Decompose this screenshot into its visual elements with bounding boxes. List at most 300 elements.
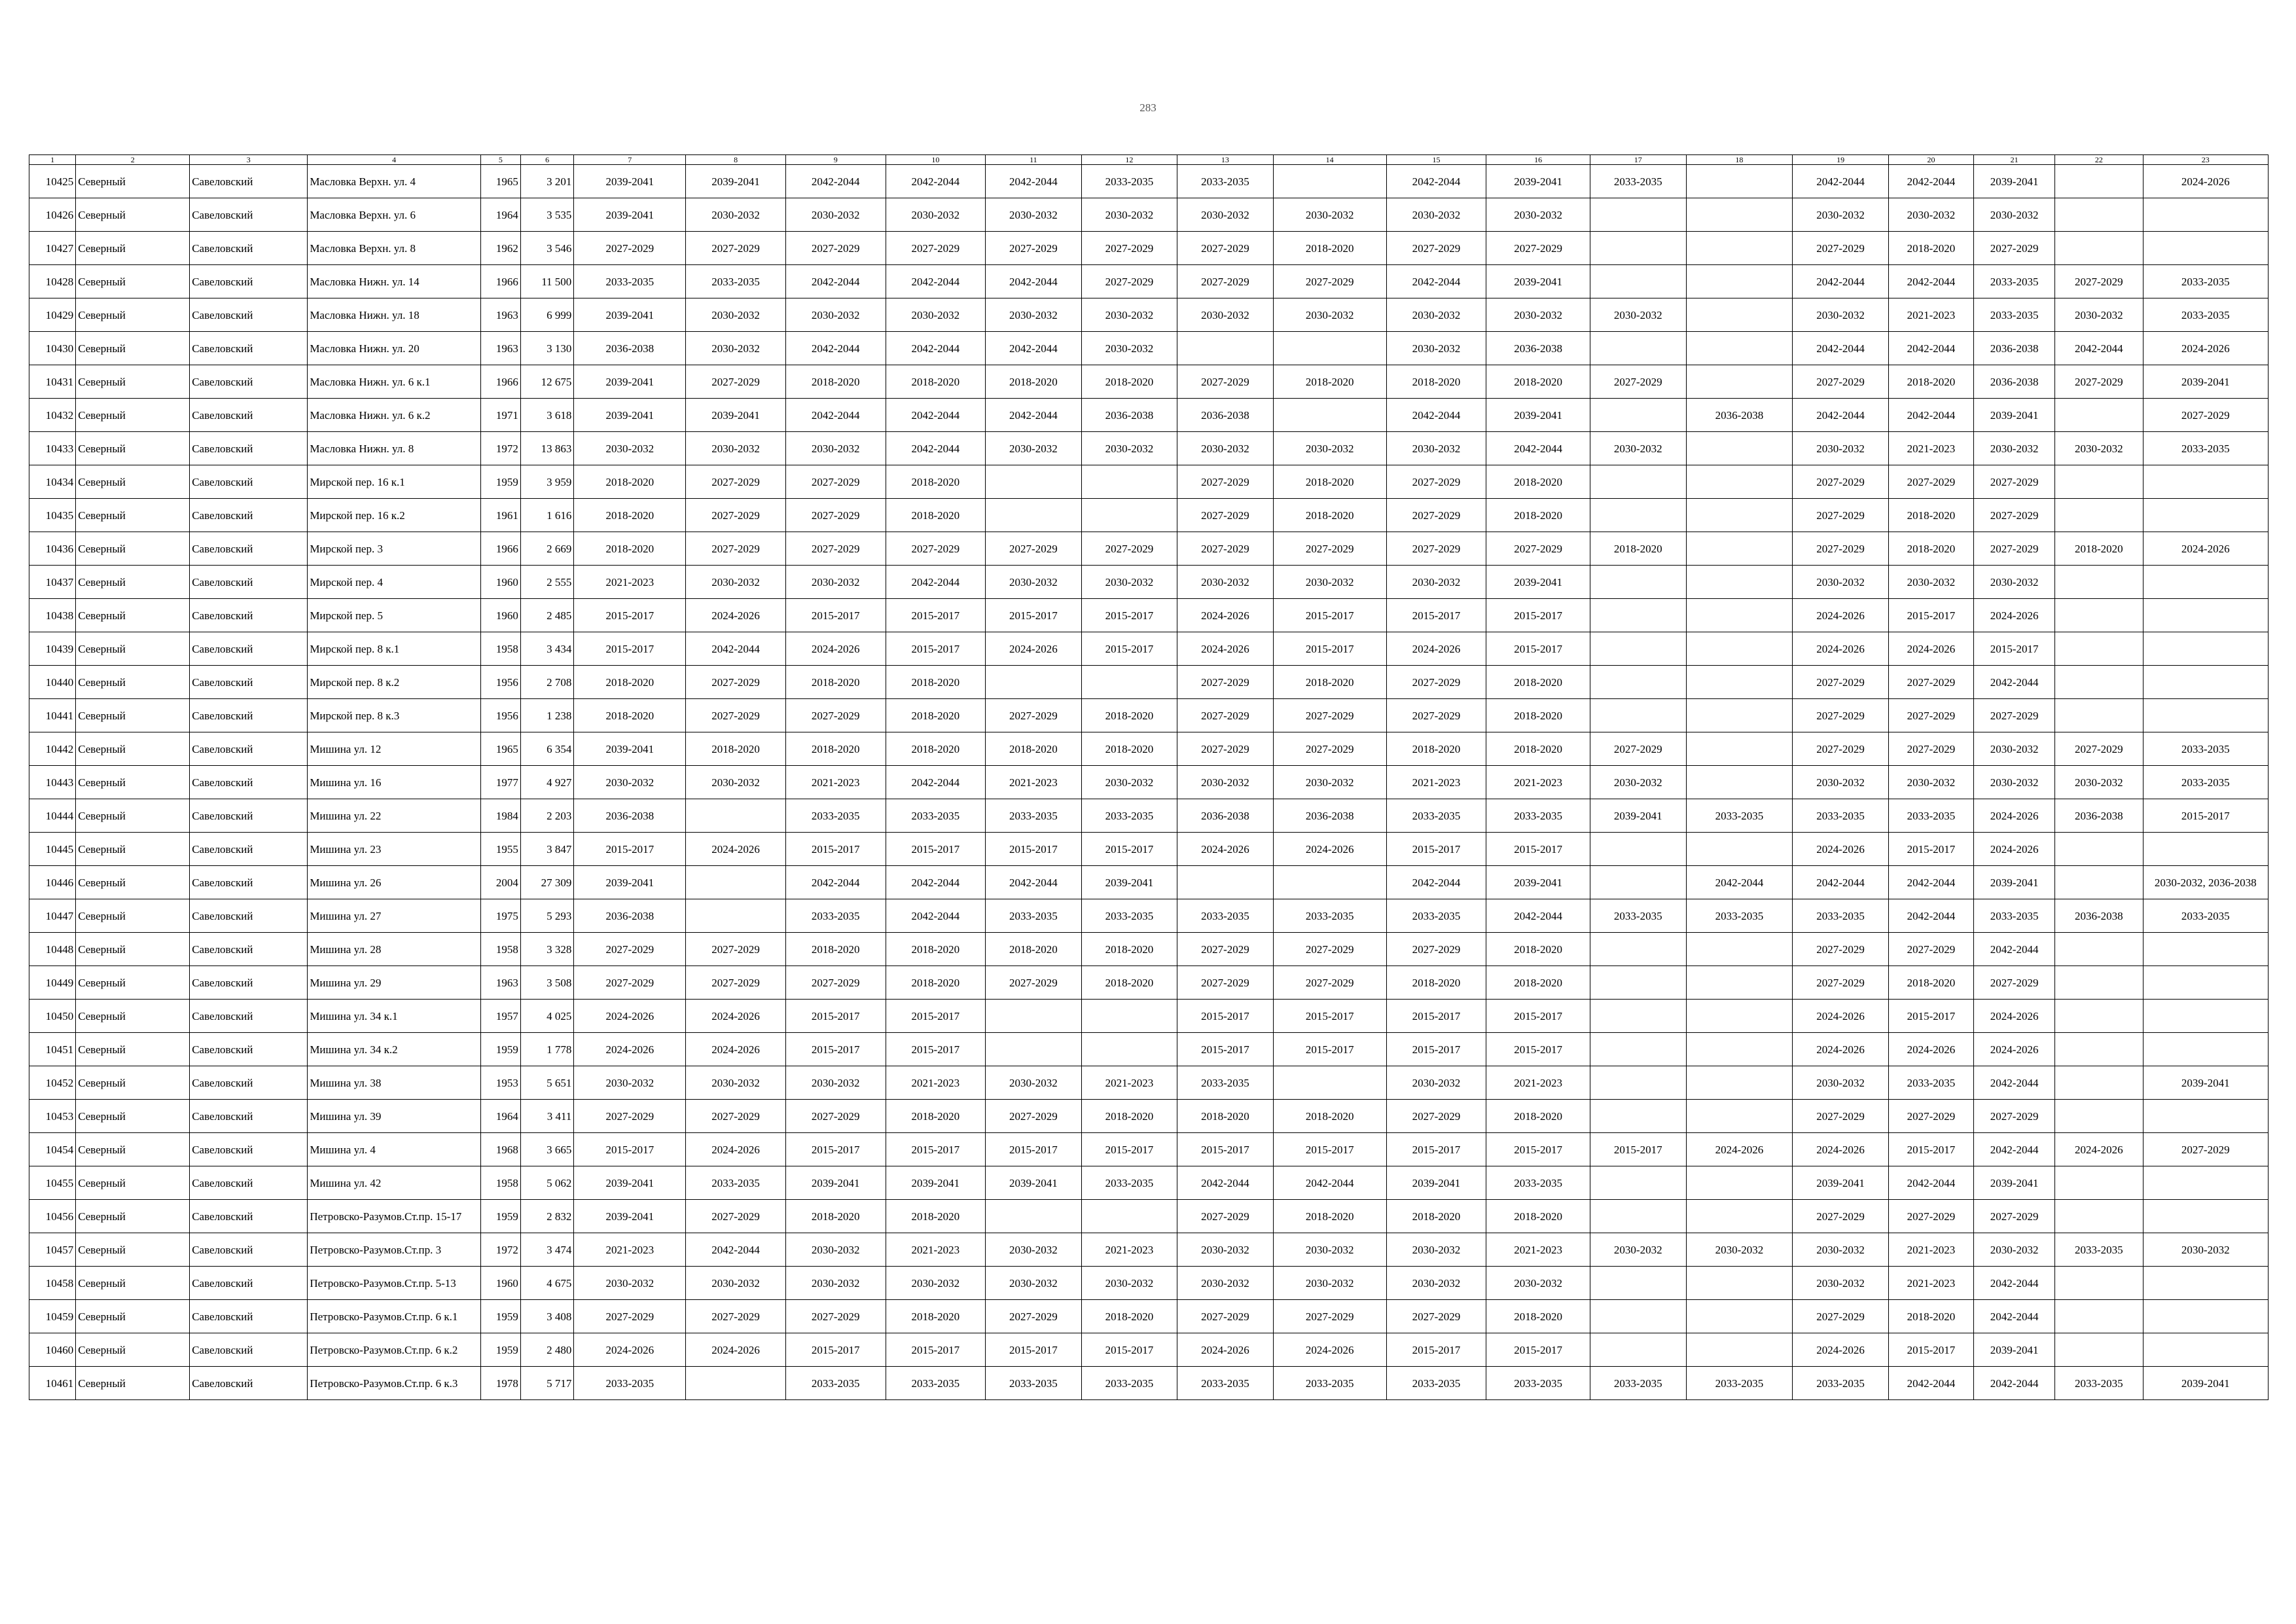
period-cell: 2027-2029 <box>574 1300 686 1333</box>
period-cell: 2033-2035 <box>1974 298 2055 332</box>
period-cell: 2015-2017 <box>1888 1000 1973 1033</box>
period-cell: 2042-2044 <box>1974 1133 2055 1166</box>
period-cell: 2042-2044 <box>1888 1166 1973 1200</box>
period-cell: 2030-2032 <box>1974 198 2055 232</box>
period-cell <box>1686 966 1793 1000</box>
period-cell <box>2055 1267 2143 1300</box>
area-cell: 3 508 <box>520 966 573 1000</box>
district-cell: Савеловский <box>190 632 308 666</box>
table-row <box>29 566 2269 599</box>
table-row <box>29 1300 2269 1333</box>
period-cell: 2042-2044 <box>1888 866 1973 899</box>
okrug-cell: Северный <box>76 766 190 799</box>
period-cell: 2027-2029 <box>986 232 1082 265</box>
period-cell: 2024-2026 <box>1793 1000 1889 1033</box>
schedule-table <box>29 154 2269 1400</box>
column-number-header: 7 <box>574 155 686 165</box>
address-cell: Мишина ул. 29 <box>308 966 481 1000</box>
period-cell: 2030-2032 <box>1081 298 1177 332</box>
period-cell <box>1590 599 1687 632</box>
okrug-cell: Северный <box>76 198 190 232</box>
period-cell: 2030-2032 <box>1177 198 1274 232</box>
period-cell: 2039-2041 <box>686 165 786 198</box>
okrug-cell: Северный <box>76 532 190 566</box>
row-id-cell: 10445 <box>29 833 76 866</box>
period-cell: 2024-2026 <box>1177 833 1274 866</box>
period-cell <box>1590 1033 1687 1066</box>
table-row <box>29 1200 2269 1233</box>
period-cell <box>2055 1166 2143 1200</box>
period-cell <box>2143 966 2268 1000</box>
period-cell: 2030-2032 <box>1888 198 1973 232</box>
period-cell <box>1686 265 1793 298</box>
period-cell: 2018-2020 <box>1486 465 1590 499</box>
period-cell: 2030-2032 <box>1081 332 1177 365</box>
period-cell: 2015-2017 <box>574 599 686 632</box>
period-cell: 2030-2032 <box>1793 1233 1889 1267</box>
period-cell: 2030-2032 <box>1273 298 1386 332</box>
table-row <box>29 1333 2269 1367</box>
period-cell <box>1273 332 1386 365</box>
district-cell: Савеловский <box>190 365 308 399</box>
period-cell <box>2055 399 2143 432</box>
district-cell: Савеловский <box>190 465 308 499</box>
okrug-cell: Северный <box>76 966 190 1000</box>
period-cell: 2033-2035 <box>1177 1367 1274 1400</box>
period-cell: 2024-2026 <box>1793 833 1889 866</box>
table-row <box>29 732 2269 766</box>
period-cell: 2033-2035 <box>1177 899 1274 933</box>
period-cell: 2033-2035 <box>2143 766 2268 799</box>
year-cell: 1964 <box>480 198 520 232</box>
period-cell: 2033-2035 <box>1793 799 1889 833</box>
period-cell <box>686 1367 786 1400</box>
period-cell <box>1590 933 1687 966</box>
address-cell: Мирской пер. 8 к.2 <box>308 666 481 699</box>
area-cell: 3 411 <box>520 1100 573 1133</box>
period-cell: 2030-2032 <box>785 1267 886 1300</box>
period-cell: 2030-2032 <box>1888 766 1973 799</box>
period-cell: 2027-2029 <box>1888 732 1973 766</box>
period-cell: 2027-2029 <box>1386 666 1486 699</box>
period-cell: 2015-2017 <box>1273 1133 1386 1166</box>
area-cell: 13 863 <box>520 432 573 465</box>
period-cell: 2030-2032 <box>1386 198 1486 232</box>
period-cell <box>1686 632 1793 666</box>
period-cell: 2039-2041 <box>574 198 686 232</box>
header-row <box>29 155 2269 165</box>
okrug-cell: Северный <box>76 465 190 499</box>
okrug-cell: Северный <box>76 566 190 599</box>
period-cell: 2027-2029 <box>2143 1133 2268 1166</box>
period-cell: 2018-2020 <box>785 933 886 966</box>
period-cell: 2042-2044 <box>2055 332 2143 365</box>
period-cell <box>2143 833 2268 866</box>
period-cell: 2027-2029 <box>2055 265 2143 298</box>
period-cell: 2033-2035 <box>1386 899 1486 933</box>
period-cell: 2027-2029 <box>986 532 1082 566</box>
period-cell <box>2143 1166 2268 1200</box>
period-cell: 2033-2035 <box>785 899 886 933</box>
period-cell: 2033-2035 <box>1386 1367 1486 1400</box>
address-cell: Мишина ул. 38 <box>308 1066 481 1100</box>
period-cell: 2033-2035 <box>1177 1066 1274 1100</box>
period-cell: 2030-2032 <box>1081 566 1177 599</box>
district-cell: Савеловский <box>190 165 308 198</box>
period-cell: 2024-2026 <box>1386 632 1486 666</box>
period-cell <box>2055 465 2143 499</box>
period-cell: 2015-2017 <box>1888 833 1973 866</box>
row-id-cell: 10459 <box>29 1300 76 1333</box>
row-id-cell: 10461 <box>29 1367 76 1400</box>
table-row <box>29 265 2269 298</box>
period-cell: 2030-2032 <box>686 1066 786 1100</box>
period-cell: 2027-2029 <box>1386 1100 1486 1133</box>
year-cell: 1956 <box>480 666 520 699</box>
period-cell: 2015-2017 <box>574 1133 686 1166</box>
okrug-cell: Северный <box>76 1000 190 1033</box>
address-cell: Петровско-Разумов.Ст.пр. 6 к.1 <box>308 1300 481 1333</box>
period-cell: 2030-2032 <box>1590 298 1687 332</box>
address-cell: Масловка Верхн. ул. 6 <box>308 198 481 232</box>
period-cell: 2030-2032 <box>1386 332 1486 365</box>
period-cell <box>1590 399 1687 432</box>
table-row <box>29 833 2269 866</box>
period-cell: 2033-2035 <box>785 1367 886 1400</box>
area-cell: 5 293 <box>520 899 573 933</box>
okrug-cell: Северный <box>76 1367 190 1400</box>
period-cell <box>2055 499 2143 532</box>
period-cell: 2027-2029 <box>1386 1300 1486 1333</box>
period-cell: 2030-2032 <box>1386 1267 1486 1300</box>
period-cell <box>1081 666 1177 699</box>
table-row <box>29 632 2269 666</box>
period-cell <box>2055 1333 2143 1367</box>
period-cell: 2027-2029 <box>1386 933 1486 966</box>
period-cell: 2021-2023 <box>574 1233 686 1267</box>
column-number-header: 19 <box>1793 155 1889 165</box>
area-cell: 2 669 <box>520 532 573 566</box>
period-cell <box>1590 699 1687 732</box>
period-cell: 2021-2023 <box>574 566 686 599</box>
period-cell: 2015-2017 <box>886 1133 986 1166</box>
period-cell: 2024-2026 <box>1793 1333 1889 1367</box>
period-cell: 2030-2032 <box>785 198 886 232</box>
period-cell: 2027-2029 <box>1793 1300 1889 1333</box>
period-cell: 2018-2020 <box>986 732 1082 766</box>
area-cell: 3 665 <box>520 1133 573 1166</box>
period-cell: 2033-2035 <box>1974 265 2055 298</box>
okrug-cell: Северный <box>76 1133 190 1166</box>
period-cell <box>1590 1200 1687 1233</box>
period-cell: 2024-2026 <box>686 1133 786 1166</box>
period-cell: 2027-2029 <box>1177 465 1274 499</box>
period-cell: 2030-2032 <box>1793 1066 1889 1100</box>
period-cell: 2030-2032 <box>686 1267 786 1300</box>
period-cell: 2030-2032 <box>986 1267 1082 1300</box>
period-cell: 2018-2020 <box>1273 666 1386 699</box>
period-cell: 2015-2017 <box>1888 1133 1973 1166</box>
table-row <box>29 499 2269 532</box>
period-cell: 2033-2035 <box>1590 1367 1687 1400</box>
period-cell: 2033-2035 <box>1273 1367 1386 1400</box>
period-cell: 2036-2038 <box>1486 332 1590 365</box>
period-cell: 2030-2032 <box>686 432 786 465</box>
period-cell: 2015-2017 <box>1486 1333 1590 1367</box>
period-cell: 2042-2044 <box>886 265 986 298</box>
period-cell: 2030-2032 <box>986 198 1082 232</box>
period-cell: 2018-2020 <box>574 532 686 566</box>
period-cell: 2033-2035 <box>1081 1367 1177 1400</box>
period-cell: 2033-2035 <box>1486 1166 1590 1200</box>
period-cell <box>1590 1300 1687 1333</box>
address-cell: Мишина ул. 34 к.1 <box>308 1000 481 1033</box>
period-cell: 2027-2029 <box>986 1300 1082 1333</box>
period-cell: 2033-2035 <box>1177 165 1274 198</box>
period-cell: 2036-2038 <box>574 799 686 833</box>
okrug-cell: Северный <box>76 899 190 933</box>
period-cell: 2018-2020 <box>1486 699 1590 732</box>
year-cell: 1965 <box>480 165 520 198</box>
period-cell: 2018-2020 <box>886 666 986 699</box>
period-cell: 2024-2026 <box>1888 1033 1973 1066</box>
period-cell: 2027-2029 <box>1793 465 1889 499</box>
period-cell: 2027-2029 <box>1273 1300 1386 1333</box>
row-id-cell: 10431 <box>29 365 76 399</box>
period-cell: 2030-2032 <box>1273 1233 1386 1267</box>
period-cell: 2027-2029 <box>686 465 786 499</box>
okrug-cell: Северный <box>76 1100 190 1133</box>
row-id-cell: 10450 <box>29 1000 76 1033</box>
period-cell: 2030-2032 <box>1974 766 2055 799</box>
area-cell: 2 203 <box>520 799 573 833</box>
period-cell <box>686 799 786 833</box>
period-cell: 2042-2044 <box>886 165 986 198</box>
period-cell <box>2055 632 2143 666</box>
address-cell: Мишина ул. 4 <box>308 1133 481 1166</box>
period-cell <box>1590 1100 1687 1133</box>
table-row <box>29 532 2269 566</box>
period-cell <box>1081 1000 1177 1033</box>
period-cell: 2030-2032 <box>1974 732 2055 766</box>
table-row <box>29 1267 2269 1300</box>
period-cell <box>2055 699 2143 732</box>
district-cell: Савеловский <box>190 833 308 866</box>
district-cell: Савеловский <box>190 1166 308 1200</box>
period-cell: 2024-2026 <box>574 1333 686 1367</box>
period-cell <box>2055 866 2143 899</box>
period-cell: 2015-2017 <box>1386 1333 1486 1367</box>
period-cell: 2027-2029 <box>785 465 886 499</box>
column-number-header: 10 <box>886 155 986 165</box>
period-cell: 2030-2032 <box>886 1267 986 1300</box>
period-cell: 2027-2029 <box>1177 966 1274 1000</box>
okrug-cell: Северный <box>76 699 190 732</box>
period-cell <box>2055 966 2143 1000</box>
district-cell: Савеловский <box>190 599 308 632</box>
period-cell: 2030-2032 <box>1486 298 1590 332</box>
period-cell <box>1686 198 1793 232</box>
period-cell <box>2055 1000 2143 1033</box>
area-cell: 27 309 <box>520 866 573 899</box>
period-cell: 2030-2032 <box>1793 198 1889 232</box>
year-cell: 1975 <box>480 899 520 933</box>
period-cell: 2021-2023 <box>886 1233 986 1267</box>
district-cell: Савеловский <box>190 1066 308 1100</box>
table-header <box>29 155 2269 165</box>
period-cell <box>686 899 786 933</box>
area-cell: 2 480 <box>520 1333 573 1367</box>
period-cell: 2027-2029 <box>1273 532 1386 566</box>
period-cell: 2033-2035 <box>986 1367 1082 1400</box>
period-cell <box>2143 666 2268 699</box>
period-cell: 2030-2032 <box>1081 432 1177 465</box>
period-cell: 2015-2017 <box>574 632 686 666</box>
period-cell: 2042-2044 <box>1888 332 1973 365</box>
area-cell: 3 959 <box>520 465 573 499</box>
table-row <box>29 465 2269 499</box>
district-cell: Савеловский <box>190 933 308 966</box>
address-cell: Петровско-Разумов.Ст.пр. 15-17 <box>308 1200 481 1233</box>
period-cell: 2015-2017 <box>886 599 986 632</box>
period-cell <box>2055 599 2143 632</box>
period-cell: 2018-2020 <box>1888 1300 1973 1333</box>
row-id-cell: 10425 <box>29 165 76 198</box>
period-cell: 2018-2020 <box>1486 365 1590 399</box>
period-cell: 2015-2017 <box>785 1033 886 1066</box>
period-cell: 2024-2026 <box>1273 833 1386 866</box>
district-cell: Савеловский <box>190 499 308 532</box>
period-cell: 2030-2032 <box>1974 432 2055 465</box>
year-cell: 1959 <box>480 465 520 499</box>
period-cell: 2042-2044 <box>1888 399 1973 432</box>
period-cell: 2030-2032 <box>574 432 686 465</box>
row-id-cell: 10460 <box>29 1333 76 1367</box>
period-cell: 2039-2041 <box>574 399 686 432</box>
period-cell: 2030-2032 <box>1793 298 1889 332</box>
period-cell <box>1686 599 1793 632</box>
period-cell: 2039-2041 <box>574 165 686 198</box>
period-cell: 2018-2020 <box>1081 365 1177 399</box>
period-cell: 2033-2035 <box>1386 799 1486 833</box>
period-cell: 2027-2029 <box>1081 532 1177 566</box>
period-cell: 2030-2032 <box>986 1233 1082 1267</box>
period-cell <box>1273 165 1386 198</box>
period-cell: 2018-2020 <box>574 666 686 699</box>
period-cell: 2024-2026 <box>2143 165 2268 198</box>
period-cell: 2030-2032 <box>686 566 786 599</box>
period-cell: 2036-2038 <box>1177 399 1274 432</box>
period-cell <box>1590 833 1687 866</box>
period-cell <box>986 666 1082 699</box>
period-cell: 2042-2044 <box>1888 899 1973 933</box>
period-cell: 2027-2029 <box>1793 1200 1889 1233</box>
period-cell: 2015-2017 <box>1273 599 1386 632</box>
address-cell: Петровско-Разумов.Ст.пр. 5-13 <box>308 1267 481 1300</box>
row-id-cell: 10440 <box>29 666 76 699</box>
period-cell: 2015-2017 <box>1386 1133 1486 1166</box>
address-cell: Петровско-Разумов.Ст.пр. 6 к.3 <box>308 1367 481 1400</box>
period-cell: 2021-2023 <box>1081 1233 1177 1267</box>
period-cell: 2030-2032 <box>686 332 786 365</box>
period-cell: 2039-2041 <box>1793 1166 1889 1200</box>
period-cell <box>2055 165 2143 198</box>
address-cell: Мирской пер. 4 <box>308 566 481 599</box>
period-cell: 2027-2029 <box>1888 666 1973 699</box>
period-cell: 2024-2026 <box>574 1033 686 1066</box>
period-cell: 2024-2026 <box>1888 632 1973 666</box>
period-cell: 2027-2029 <box>1177 732 1274 766</box>
period-cell: 2018-2020 <box>1888 966 1973 1000</box>
district-cell: Савеловский <box>190 899 308 933</box>
period-cell: 2033-2035 <box>986 799 1082 833</box>
row-id-cell: 10435 <box>29 499 76 532</box>
period-cell: 2018-2020 <box>1081 732 1177 766</box>
period-cell: 2018-2020 <box>886 699 986 732</box>
period-cell: 2030-2032 <box>1386 1233 1486 1267</box>
period-cell: 2033-2035 <box>2143 298 2268 332</box>
column-number-header: 2 <box>76 155 190 165</box>
period-cell: 2027-2029 <box>1793 499 1889 532</box>
period-cell: 2039-2041 <box>574 365 686 399</box>
period-cell: 2015-2017 <box>1177 1033 1274 1066</box>
period-cell: 2018-2020 <box>574 465 686 499</box>
column-number-header: 11 <box>986 155 1082 165</box>
period-cell: 2018-2020 <box>1486 933 1590 966</box>
period-cell <box>986 465 1082 499</box>
period-cell: 2033-2035 <box>1888 799 1973 833</box>
period-cell: 2036-2038 <box>1081 399 1177 432</box>
period-cell: 2030-2032 <box>1081 766 1177 799</box>
period-cell: 2015-2017 <box>1081 632 1177 666</box>
period-cell: 2018-2020 <box>1888 532 1973 566</box>
column-number-header: 8 <box>686 155 786 165</box>
row-id-cell: 10452 <box>29 1066 76 1100</box>
period-cell: 2030-2032 <box>2055 432 2143 465</box>
period-cell: 2033-2035 <box>1686 799 1793 833</box>
period-cell: 2027-2029 <box>686 666 786 699</box>
address-cell: Мишина ул. 28 <box>308 933 481 966</box>
period-cell: 2018-2020 <box>986 365 1082 399</box>
period-cell: 2027-2029 <box>1177 365 1274 399</box>
table-row <box>29 1100 2269 1133</box>
period-cell: 2039-2041 <box>1486 265 1590 298</box>
district-cell: Савеловский <box>190 1200 308 1233</box>
period-cell: 2042-2044 <box>886 866 986 899</box>
year-cell: 1960 <box>480 599 520 632</box>
period-cell: 2030-2032 <box>986 566 1082 599</box>
period-cell: 2042-2044 <box>785 165 886 198</box>
period-cell: 2042-2044 <box>785 332 886 365</box>
period-cell: 2033-2035 <box>1888 1066 1973 1100</box>
year-cell: 1972 <box>480 432 520 465</box>
period-cell: 2042-2044 <box>1974 666 2055 699</box>
period-cell: 2015-2017 <box>1590 1133 1687 1166</box>
period-cell: 2033-2035 <box>2143 732 2268 766</box>
period-cell: 2018-2020 <box>1486 499 1590 532</box>
year-cell: 1960 <box>480 566 520 599</box>
period-cell: 2018-2020 <box>886 966 986 1000</box>
district-cell: Савеловский <box>190 732 308 766</box>
period-cell: 2033-2035 <box>2055 1233 2143 1267</box>
period-cell: 2015-2017 <box>886 1333 986 1367</box>
area-cell: 4 025 <box>520 1000 573 1033</box>
column-number-header: 20 <box>1888 155 1973 165</box>
period-cell: 2042-2044 <box>886 432 986 465</box>
period-cell: 2033-2035 <box>1273 899 1386 933</box>
table-row <box>29 165 2269 198</box>
table-row <box>29 332 2269 365</box>
